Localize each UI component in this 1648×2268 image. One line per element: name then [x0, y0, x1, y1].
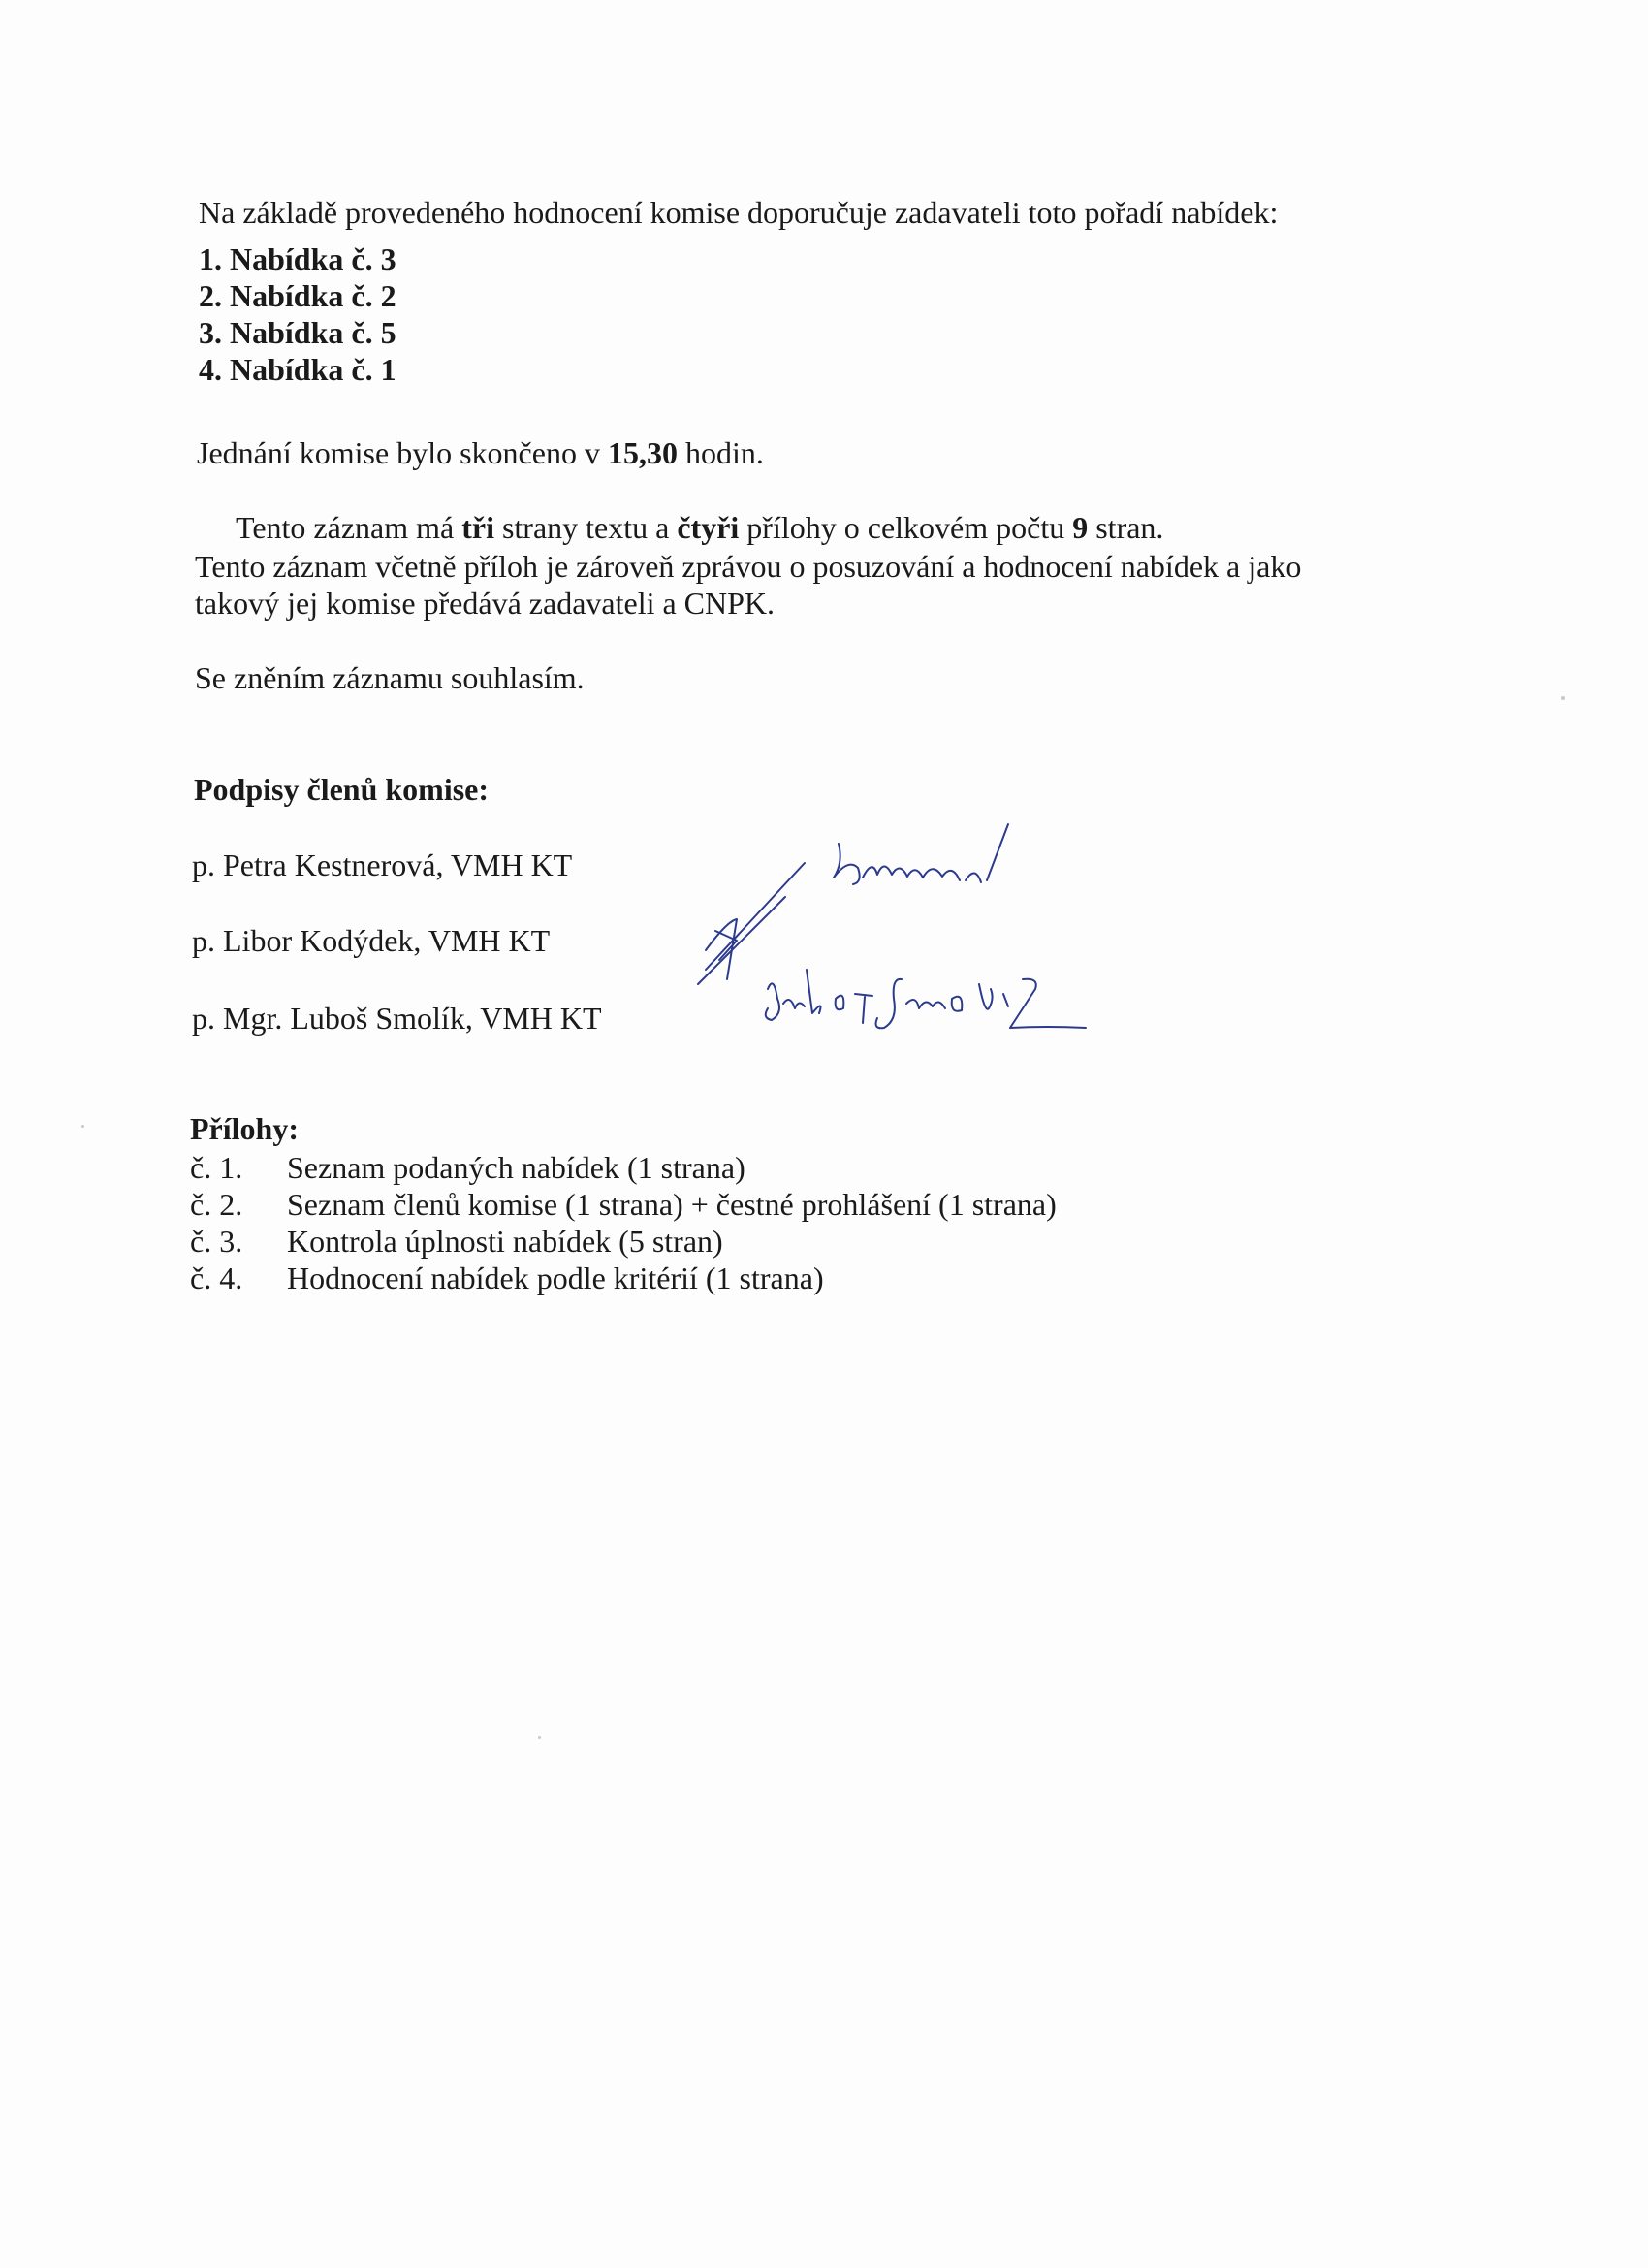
signature-kestnerova-stroke	[966, 873, 981, 882]
annexes-list	[190, 1149, 1057, 1296]
annex-item: č. 4. Hodnocení nabídek podle kritérií (1 strana)	[190, 1261, 824, 1295]
signature-smolik-stroke	[979, 984, 993, 1009]
signature-smolik-stroke	[766, 983, 779, 1020]
annex-item: č. 2. Seznam členů komise (1 strana) + čestné prohlášení (1 strana)	[190, 1187, 1057, 1222]
handwritten-signatures	[679, 805, 1115, 1057]
member-3: p. Mgr. Luboš Smolík, VMH KT	[192, 1001, 602, 1036]
scan-speck	[1561, 696, 1565, 700]
meeting-end-suffix: hodin.	[677, 435, 764, 470]
meeting-end-prefix: Jednání komise bylo skončeno v	[197, 435, 608, 470]
ranking-item: 1. Nabídka č. 3	[199, 241, 396, 276]
scan-speck	[81, 1125, 84, 1128]
signature-kodydek-stroke	[706, 919, 737, 979]
signature-kodydek-stroke	[706, 863, 805, 970]
signature-smolik-stroke	[807, 970, 820, 1013]
signature-smolik-stroke	[836, 996, 844, 1010]
ranking-item: 4. Nabídka č. 1	[199, 352, 396, 387]
intro-paragraph: Na základě provedeného hodnocení komise doporučuje zadavateli toto pořadí nabídek:	[199, 195, 1279, 230]
signature-smolik-stroke	[855, 994, 872, 1023]
meeting-end-text	[197, 434, 764, 471]
member-2: p. Libor Kodýdek, VMH KT	[192, 923, 551, 958]
record-line-3: takový jej komise předává zadavateli a CNPK.	[195, 586, 776, 621]
record-line-1: Tento záznam má tři strany textu a čtyři přílohy o celkovém počtu 9 stran.	[236, 510, 1164, 545]
ranking-item: 2. Nabídka č. 2	[199, 278, 396, 313]
ranking-item: 3. Nabídka č. 5	[199, 315, 396, 350]
member-1: p. Petra Kestnerová, VMH KT	[192, 847, 573, 882]
meeting-end-time: 15,30	[607, 435, 678, 470]
annexes-heading: Přílohy:	[190, 1111, 299, 1146]
signature-kestnerova-stroke	[987, 824, 1008, 880]
annex-item: č. 3. Kontrola úplnosti nabídek (5 stran)	[190, 1224, 723, 1259]
signature-smolik-stroke	[1003, 994, 1008, 1006]
ranking-list	[199, 240, 396, 388]
agreement-text: Se zněním záznamu souhlasím.	[195, 660, 585, 695]
signature-kodydek-stroke	[698, 897, 785, 984]
annex-item: č. 1. Seznam podaných nabídek (1 strana)	[190, 1150, 745, 1185]
signature-kestnerova-stroke	[863, 867, 960, 881]
signature-smolik-stroke	[906, 1000, 945, 1008]
signature-smolik-stroke	[952, 997, 963, 1011]
signature-smolik-stroke	[1010, 979, 1086, 1028]
signatures-heading: Podpisy členů komise:	[194, 772, 490, 807]
scan-speck	[538, 1736, 541, 1739]
signature-smolik-stroke	[783, 1000, 805, 1008]
signature-smolik-stroke	[876, 979, 902, 1028]
signature-kestnerova-stroke	[834, 844, 860, 884]
record-line-2: Tento záznam včetně příloh je zároveň zprávou o posuzování a hodnocení nabídek a jako	[195, 549, 1302, 584]
